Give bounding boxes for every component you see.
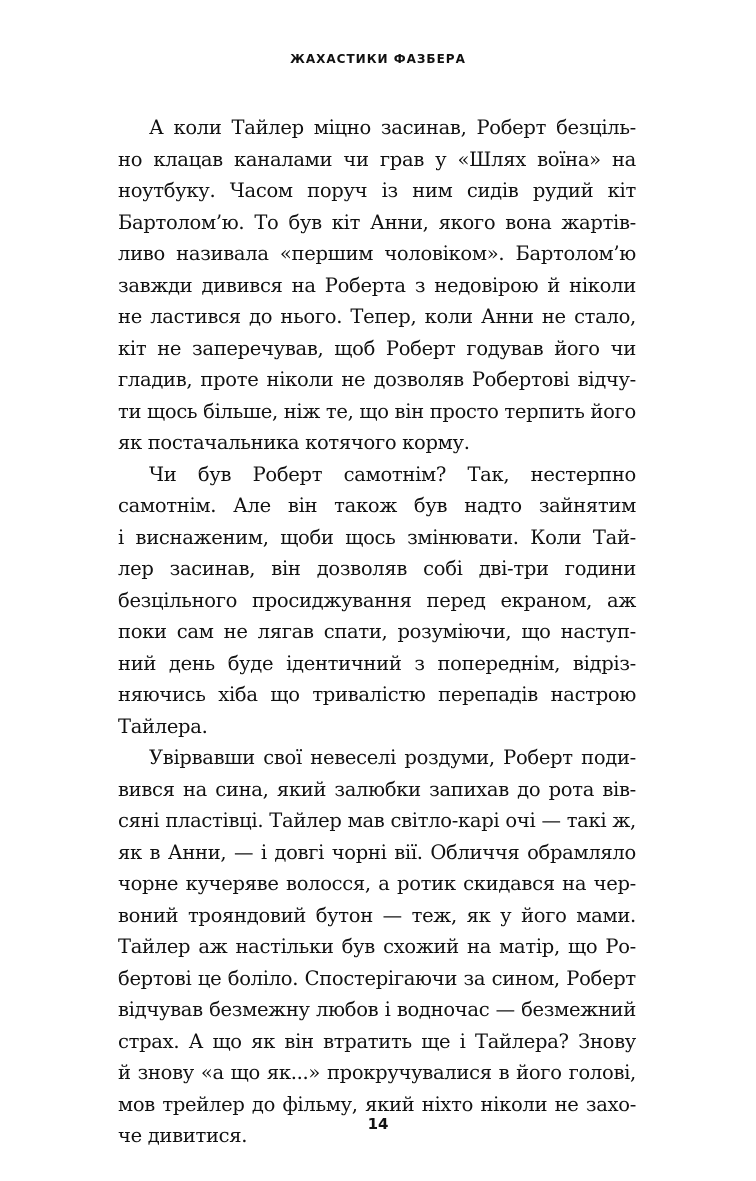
text-line: ноутбуку. Часом поруч із ним сидів рудий кіт [118, 179, 636, 202]
text-line: А коли Тайлер міцно засинав, Роберт безціль- [149, 116, 636, 139]
text-line: вився на сина, який залюбки запихав до рота вів- [118, 777, 636, 801]
text-line: як в Анни, — і довгі чорні вії. Обличчя обрамляло [118, 840, 636, 864]
text-line: Тайлер аж настільки був схожий на матір, що Ро- [118, 935, 636, 958]
text-line: не ластився до нього. Тепер, коли Анни не стало, [118, 305, 636, 328]
paragraph [118, 742, 636, 1152]
text-line: Тайлера. [118, 714, 208, 738]
text-line: сяні пластівці. Тайлер мав світло-карі очі — такі ж, [118, 809, 636, 832]
paragraph [118, 112, 636, 459]
text-line: поки сам не лягав спати, розуміючи, що наступ- [118, 620, 636, 643]
text-line: ливо називала «першим чоловіком». Бартолом’ю [118, 242, 636, 265]
text-line: завжди дивився на Роберта з недовірою й ніколи [118, 273, 636, 297]
text-line: безцільного просиджування перед екраном, аж [118, 588, 636, 612]
text-line: страх. А що як він втратить ще і Тайлера? Знову [118, 1029, 636, 1053]
text-line: Чи був Роберт самотнім? Так, нестерпно [149, 462, 636, 486]
text-line: лер засинав, він дозволяв собі дві-три години [118, 557, 636, 580]
text-line: й знову «а що як...» прокручувалися в його голові, [118, 1061, 636, 1084]
text-line: воний трояндовий бутон — теж, як у його мами. [118, 903, 636, 927]
text-line: і виснаженим, щоби щось змінювати. Коли Тай- [118, 525, 636, 549]
paragraph [118, 459, 636, 743]
text-line: кіт не заперечував, щоб Роберт годував його чи [118, 336, 636, 360]
text-line: як постачальника котячого корму. [118, 431, 470, 454]
text-line: мов трейлер до фільму, який ніхто ніколи не захо- [118, 1092, 636, 1116]
text-line: ний день буде ідентичний з попереднім, відріз- [118, 651, 636, 675]
page-number: 14 [367, 1115, 389, 1133]
text-line: Увірвавши свої невеселі роздуми, Роберт поди- [149, 746, 636, 769]
page-body [118, 112, 636, 1152]
text-line: чорне кучеряве волосся, а ротик скидався на чер- [118, 872, 636, 895]
text-line: Бартолом’ю. То був кіт Анни, якого вона жартів- [118, 210, 636, 234]
text-line: гладив, проте ніколи не дозволяв Робертові відчу- [118, 368, 636, 391]
text-line: бертові це боліло. Спостерігаючи за сином, Роберт [118, 966, 636, 990]
text-line: няючись хіба що тривалістю перепадів настрою [118, 683, 636, 706]
text-line: но клацав каналами чи грав у «Шлях воїна» на [118, 147, 636, 171]
text-line: самотнім. Але він також був надто зайнятим [118, 494, 636, 517]
text-line: че дивитися. [118, 1124, 248, 1147]
text-line: ти щось більше, ніж те, що він просто терпить його [118, 399, 636, 423]
running-header: ЖАХАСТИКИ ФАЗБЕРА [290, 52, 466, 66]
text-line: відчував безмежну любов і водночас — безмежний [118, 998, 636, 1021]
